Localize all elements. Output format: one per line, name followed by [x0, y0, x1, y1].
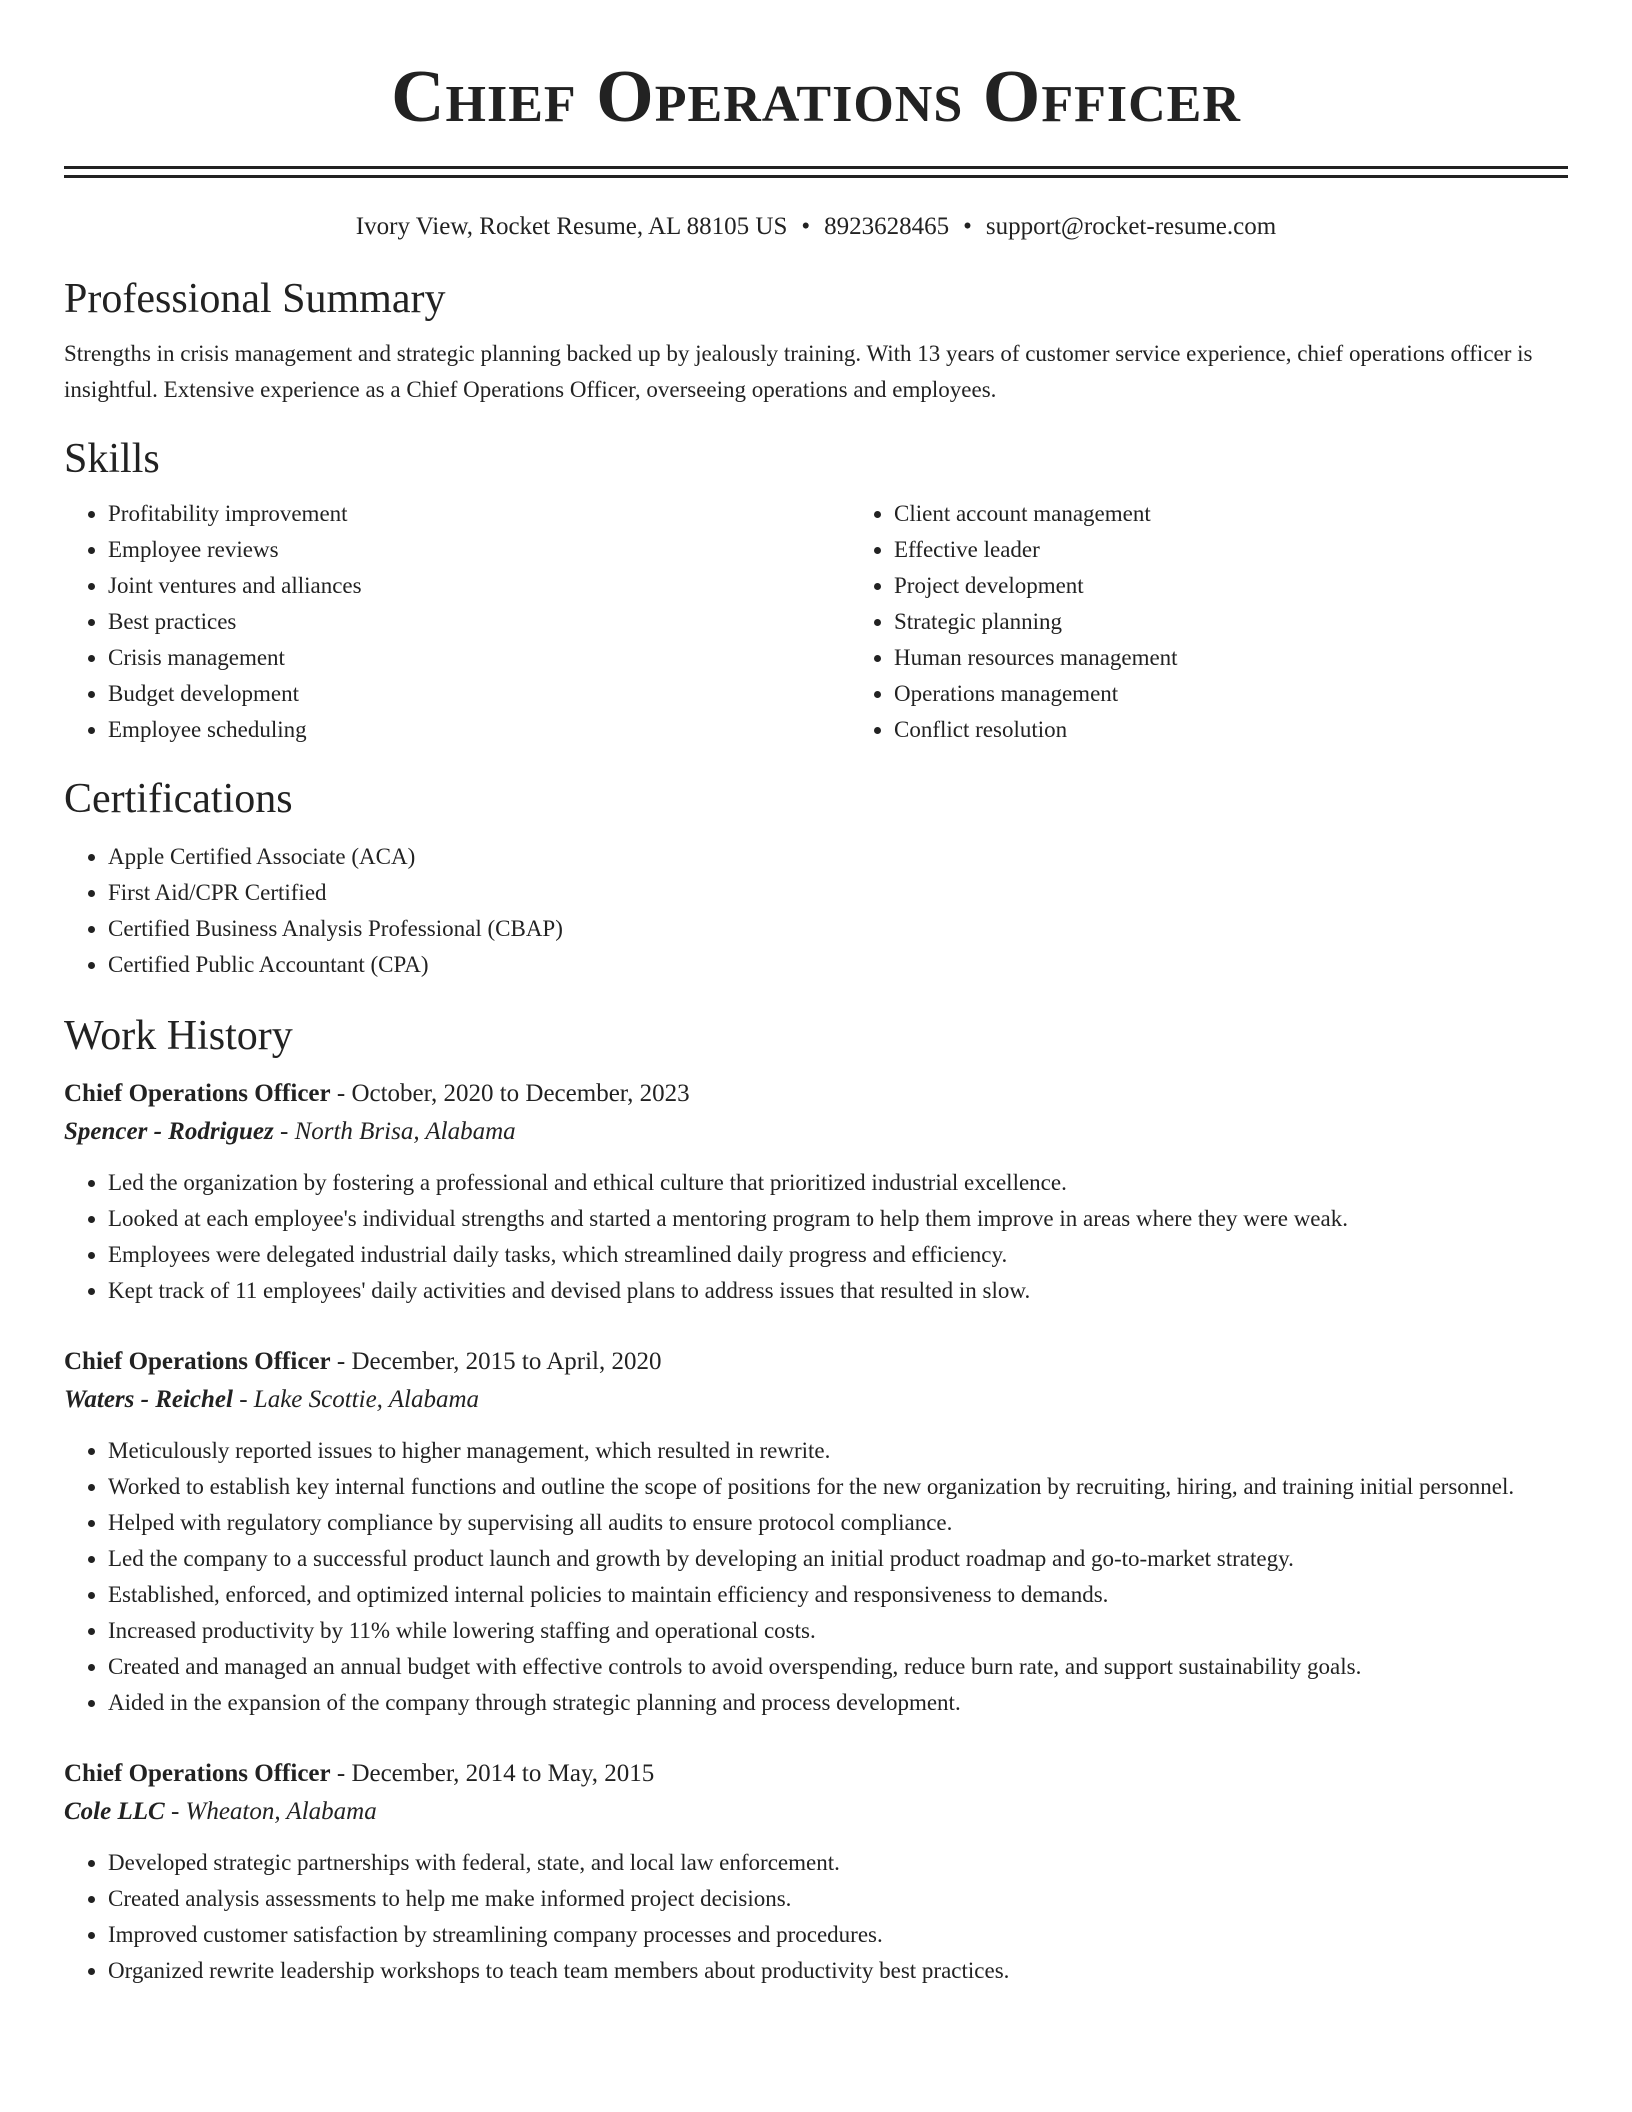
skill-item: • Operations management [894, 676, 1568, 712]
certification-item: • First Aid/CPR Certified [108, 875, 1568, 911]
job-separator: - [330, 1759, 352, 1787]
job-location: North Brisa, Alabama [294, 1117, 516, 1145]
section-heading-work-history: Work History [64, 1012, 293, 1059]
skill-item: • Employee reviews [108, 532, 850, 568]
job-company-line [64, 1113, 1568, 1151]
professional-summary-section [64, 276, 1568, 408]
job-separator: - [232, 1385, 254, 1413]
section-heading-certifications: Certifications [64, 776, 293, 823]
skill-item: • Project development [894, 568, 1568, 604]
skill-item: • Effective leader [894, 532, 1568, 568]
job-bullet: • Organized rewrite leadership workshops to teach team members about productivity best practices. [108, 1953, 1568, 1989]
job-title-line [64, 1075, 1568, 1113]
job-company-line [64, 1793, 1568, 1831]
section-heading-summary: Professional Summary [64, 276, 446, 322]
jobs-container [64, 1075, 1568, 1989]
skills-grid [64, 496, 1568, 748]
job-bullet: • Developed strategic partnerships with federal, state, and local law enforcement. [108, 1845, 1568, 1881]
skill-item: • Conflict resolution [894, 712, 1568, 748]
job-bullet: • Created analysis assessments to help me make informed project decisions. [108, 1881, 1568, 1917]
skill-item: • Profitability improvement [108, 496, 850, 532]
skill-item: • Budget development [108, 676, 850, 712]
contact-email: support@rocket-resume.com [985, 213, 1277, 240]
skills-section [64, 436, 1568, 748]
job-bullet: • Meticulously reported issues to higher management, which resulted in rewrite. [108, 1433, 1568, 1469]
certification-item: • Certified Business Analysis Professional (CBAP) [108, 911, 1568, 947]
job-bullet: • Helped with regulatory compliance by supervising all audits to ensure protocol compliance. [108, 1505, 1568, 1541]
job-bullet: • Looked at each employee's individual strengths and started a mentoring program to help them improve in areas where they were weak. [108, 1201, 1568, 1237]
certifications-list [64, 839, 1568, 983]
job-bullets [64, 1845, 1568, 1989]
skill-item: • Strategic planning [894, 604, 1568, 640]
job-title: Chief Operations Officer [64, 1347, 331, 1375]
job-entry [64, 1755, 1568, 1989]
job-entry [64, 1343, 1568, 1721]
skill-item: • Joint ventures and alliances [108, 568, 850, 604]
job-bullets [64, 1165, 1568, 1309]
section-heading-skills: Skills [64, 436, 160, 483]
job-title: Chief Operations Officer [64, 1079, 331, 1107]
job-dates: December, 2014 to May, 2015 [351, 1759, 655, 1787]
contact-line [64, 212, 1568, 242]
job-bullet: • Led the organization by fostering a professional and ethical culture that prioritized industrial excellence. [108, 1165, 1568, 1201]
title-divider [64, 166, 1568, 178]
job-separator: - [330, 1079, 352, 1107]
certifications-section [64, 776, 1568, 982]
job-bullet: • Aided in the expansion of the company through strategic planning and process development. [108, 1685, 1568, 1721]
job-bullet: • Kept track of 11 employees' daily activities and devised plans to address issues that resulted in slow. [108, 1273, 1568, 1309]
job-entry [64, 1075, 1568, 1309]
job-company-line [64, 1381, 1568, 1419]
skill-item: • Crisis management [108, 640, 850, 676]
summary-text: Strengths in crisis management and strategic planning backed up by jealously training. With 13 years of customer service experience, chief operations officer is insightful. Extensive experience as a Chief Operations Officer, overseeing operations and employees. [64, 341, 1533, 403]
job-company: Spencer - Rodriguez [64, 1117, 274, 1145]
job-bullet: • Worked to establish key internal functions and outline the scope of positions for the new organization by recruiting, hiring, and training initial personnel. [108, 1469, 1568, 1505]
job-bullet: • Increased productivity by 11% while lowering staffing and operational costs. [108, 1613, 1568, 1649]
job-company: Waters - Reichel [64, 1385, 233, 1413]
job-bullet: • Employees were delegated industrial daily tasks, which streamlined daily progress and efficiency. [108, 1237, 1568, 1273]
contact-phone: 8923628465 [824, 213, 950, 240]
skills-list-right [850, 496, 1568, 748]
job-separator: - [273, 1117, 295, 1145]
job-separator: - [330, 1347, 352, 1375]
skill-item: • Client account management [894, 496, 1568, 532]
work-history-section [64, 1013, 1568, 1989]
job-separator: - [164, 1797, 186, 1825]
certification-item: • Certified Public Accountant (CPA) [108, 947, 1568, 983]
job-bullet: • Led the company to a successful product launch and growth by developing an initial product roadmap and go-to-market strategy. [108, 1541, 1568, 1577]
job-bullet: • Improved customer satisfaction by streamlining company processes and procedures. [108, 1917, 1568, 1953]
job-title: Chief Operations Officer [64, 1759, 331, 1787]
contact-separator: • [801, 213, 811, 240]
resume-title: Chief Operations Officer [391, 56, 1241, 138]
job-bullet: • Created and managed an annual budget with effective controls to avoid overspending, reduce burn rate, and support sustainability goals. [108, 1649, 1568, 1685]
job-location: Lake Scottie, Alabama [253, 1385, 479, 1413]
job-dates: October, 2020 to December, 2023 [351, 1079, 690, 1107]
contact-address: Ivory View, Rocket Resume, AL 88105 US [355, 213, 788, 240]
skill-item: • Human resources management [894, 640, 1568, 676]
contact-separator: • [963, 213, 972, 240]
job-title-line [64, 1343, 1568, 1381]
skill-item: • Best practices [108, 604, 850, 640]
certification-item: • Apple Certified Associate (ACA) [108, 839, 1568, 875]
job-company: Cole LLC [64, 1797, 165, 1825]
job-dates: December, 2015 to April, 2020 [351, 1347, 662, 1375]
job-title-line [64, 1755, 1568, 1793]
job-bullets [64, 1433, 1568, 1721]
job-location: Wheaton, Alabama [185, 1797, 377, 1825]
skill-item: • Employee scheduling [108, 712, 850, 748]
job-bullet: • Established, enforced, and optimized internal policies to maintain efficiency and responsiveness to demands. [108, 1577, 1568, 1613]
skills-list-left [64, 496, 850, 748]
